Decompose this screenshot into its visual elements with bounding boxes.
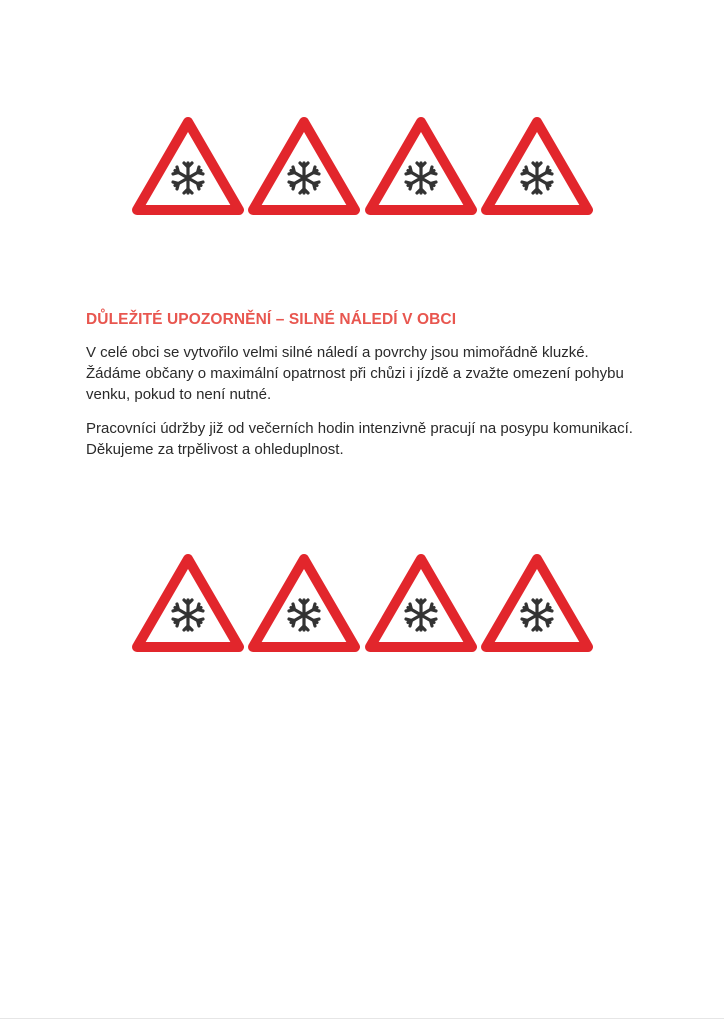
page-bottom-edge	[0, 1018, 724, 1019]
ice-warning-sign-icon	[365, 553, 477, 653]
ice-warning-sign-icon	[132, 553, 244, 653]
ice-warning-sign-icon	[132, 116, 244, 216]
ice-warning-sign-icon	[365, 116, 477, 216]
warning-signs-top-row	[0, 116, 724, 216]
ice-warning-sign-icon	[481, 553, 593, 653]
ice-warning-sign-icon	[481, 116, 593, 216]
ice-warning-sign-icon	[248, 116, 360, 216]
notice-paragraph-1: V celé obci se vytvořilo velmi silné náledí a povrchy jsou mimořádně kluzké. Žádáme občany o maximální opatrnost při chůzi i jízdě a zvažte omezení pohybu venku, pokud to není nutné.	[86, 344, 624, 403]
ice-warning-sign-icon	[248, 553, 360, 653]
notice-heading: DŮLEŽITÉ UPOZORNĚNÍ – SILNÉ NÁLEDÍ V OBCI	[86, 311, 457, 328]
warning-signs-bottom-row	[0, 553, 724, 653]
notice-paragraph-2: Pracovníci údržby již od večerních hodin intenzivně pracují na posypu komunikací. Děkujeme za trpělivost a ohleduplnost.	[86, 420, 633, 458]
